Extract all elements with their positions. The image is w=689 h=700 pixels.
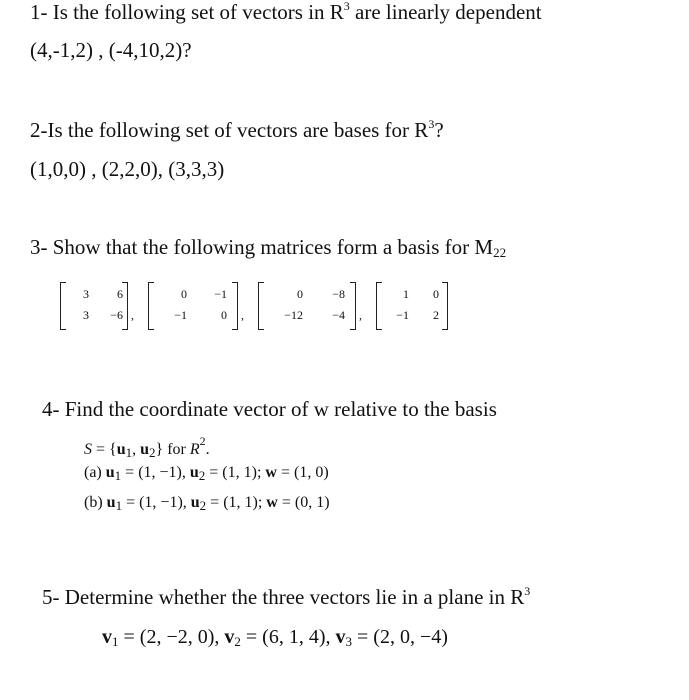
subscript: 1	[115, 498, 123, 513]
question-2-title	[30, 117, 444, 143]
question-2-text-end: ?	[434, 118, 444, 142]
vector-value: = (2, 0, −4)	[352, 626, 448, 648]
vector-value: = (1, 0)	[276, 464, 329, 481]
subscript: 2	[199, 498, 207, 513]
matrix-cell: 3	[83, 287, 89, 301]
vector-value: = (2, −2, 0),	[118, 626, 225, 648]
question-5-vectors	[102, 626, 448, 650]
matrix-cell: −4	[332, 308, 345, 322]
question-5-text: 5- Determine whether the three vectors lie in a plane in R	[42, 585, 525, 609]
part-label: (a)	[84, 464, 106, 481]
matrix-cell: 0	[221, 308, 227, 322]
matrix-cell: 0	[433, 287, 439, 301]
vector-value: = (0, 1)	[277, 494, 330, 511]
vector-value: = (1, −1),	[121, 464, 190, 481]
vector-value: = (1, 1);	[205, 464, 266, 481]
subscript: 1	[114, 468, 122, 483]
matrix-cell: −12	[284, 308, 303, 322]
vector-symbol: w	[266, 494, 278, 511]
matrix-cell: 0	[181, 287, 187, 301]
vector-value: = (6, 1, 4),	[240, 626, 336, 648]
vector-symbol: v	[102, 626, 112, 648]
matrix-separator: ,	[241, 308, 244, 322]
matrix-cell: −6	[110, 308, 123, 322]
question-2-vectors: (1,0,0) , (2,2,0), (3,3,3)	[30, 157, 225, 181]
matrix-cell: −1	[396, 308, 409, 322]
matrix-cell: 0	[297, 287, 303, 301]
vector-value: = (1, −1),	[122, 494, 191, 511]
text-fragment: ,	[132, 441, 141, 458]
vector-symbol: u	[105, 464, 115, 481]
matrix-3	[258, 282, 356, 330]
vector-symbol: u	[190, 494, 200, 511]
matrix-separator: ,	[359, 308, 362, 322]
question-5-title	[42, 584, 530, 610]
vector-symbol: v	[335, 626, 346, 648]
superscript: 2	[199, 434, 206, 448]
matrix-4	[376, 282, 448, 330]
matrix-cell: −1	[174, 308, 187, 322]
question-4-title: 4- Find the coordinate vector of w relative to the basis	[42, 397, 497, 421]
subscript: 2	[234, 634, 241, 649]
question-1-vectors: (4,-1,2) , (-4,10,2)?	[30, 38, 192, 62]
subscript: 3	[345, 634, 352, 649]
subscript: 1	[125, 445, 133, 460]
matrix-2	[148, 282, 238, 330]
vector-symbol: u	[116, 441, 126, 458]
matrix-1	[60, 282, 128, 330]
subscript: 22	[493, 245, 507, 260]
matrix-separator: ,	[131, 308, 134, 322]
matrix-cell: −8	[332, 287, 345, 301]
subscript: 2	[198, 468, 206, 483]
question-1-text: 1- Is the following set of vectors in R	[30, 0, 344, 24]
question-2-text: 2-Is the following set of vectors are bases for R	[30, 118, 429, 142]
matrix-cell: −1	[214, 287, 227, 301]
matrix-cell: 1	[403, 287, 409, 301]
matrix-cell: 2	[433, 308, 439, 322]
question-4-part-b	[84, 494, 330, 514]
question-1-text-end: are linearly dependent	[349, 0, 542, 24]
superscript: 3	[524, 584, 531, 598]
text-fragment: } for	[155, 441, 190, 458]
vector-symbol: u	[106, 494, 116, 511]
text-fragment: .	[205, 441, 210, 458]
space-symbol: R	[189, 441, 200, 458]
question-3-title	[30, 235, 506, 261]
vector-value: = (1, 1);	[206, 494, 267, 511]
vector-symbol: w	[265, 464, 277, 481]
vector-symbol: u	[140, 441, 150, 458]
matrix-cell: 3	[83, 308, 89, 322]
question-4-part-a	[84, 464, 329, 484]
part-label: (b)	[84, 494, 107, 511]
question-1-title	[30, 0, 542, 25]
vector-symbol: u	[189, 464, 199, 481]
superscript: 3	[343, 0, 350, 13]
question-3-text: 3- Show that the following matrices form a basis for M	[30, 235, 494, 259]
question-4-basis	[84, 434, 210, 461]
text-fragment: = {	[92, 441, 117, 458]
superscript: 3	[428, 117, 435, 131]
set-symbol: S	[84, 441, 92, 458]
matrix-cell: 6	[117, 287, 123, 301]
subscript: 1	[112, 634, 119, 649]
subscript: 2	[149, 445, 156, 460]
vector-symbol: v	[224, 626, 235, 648]
